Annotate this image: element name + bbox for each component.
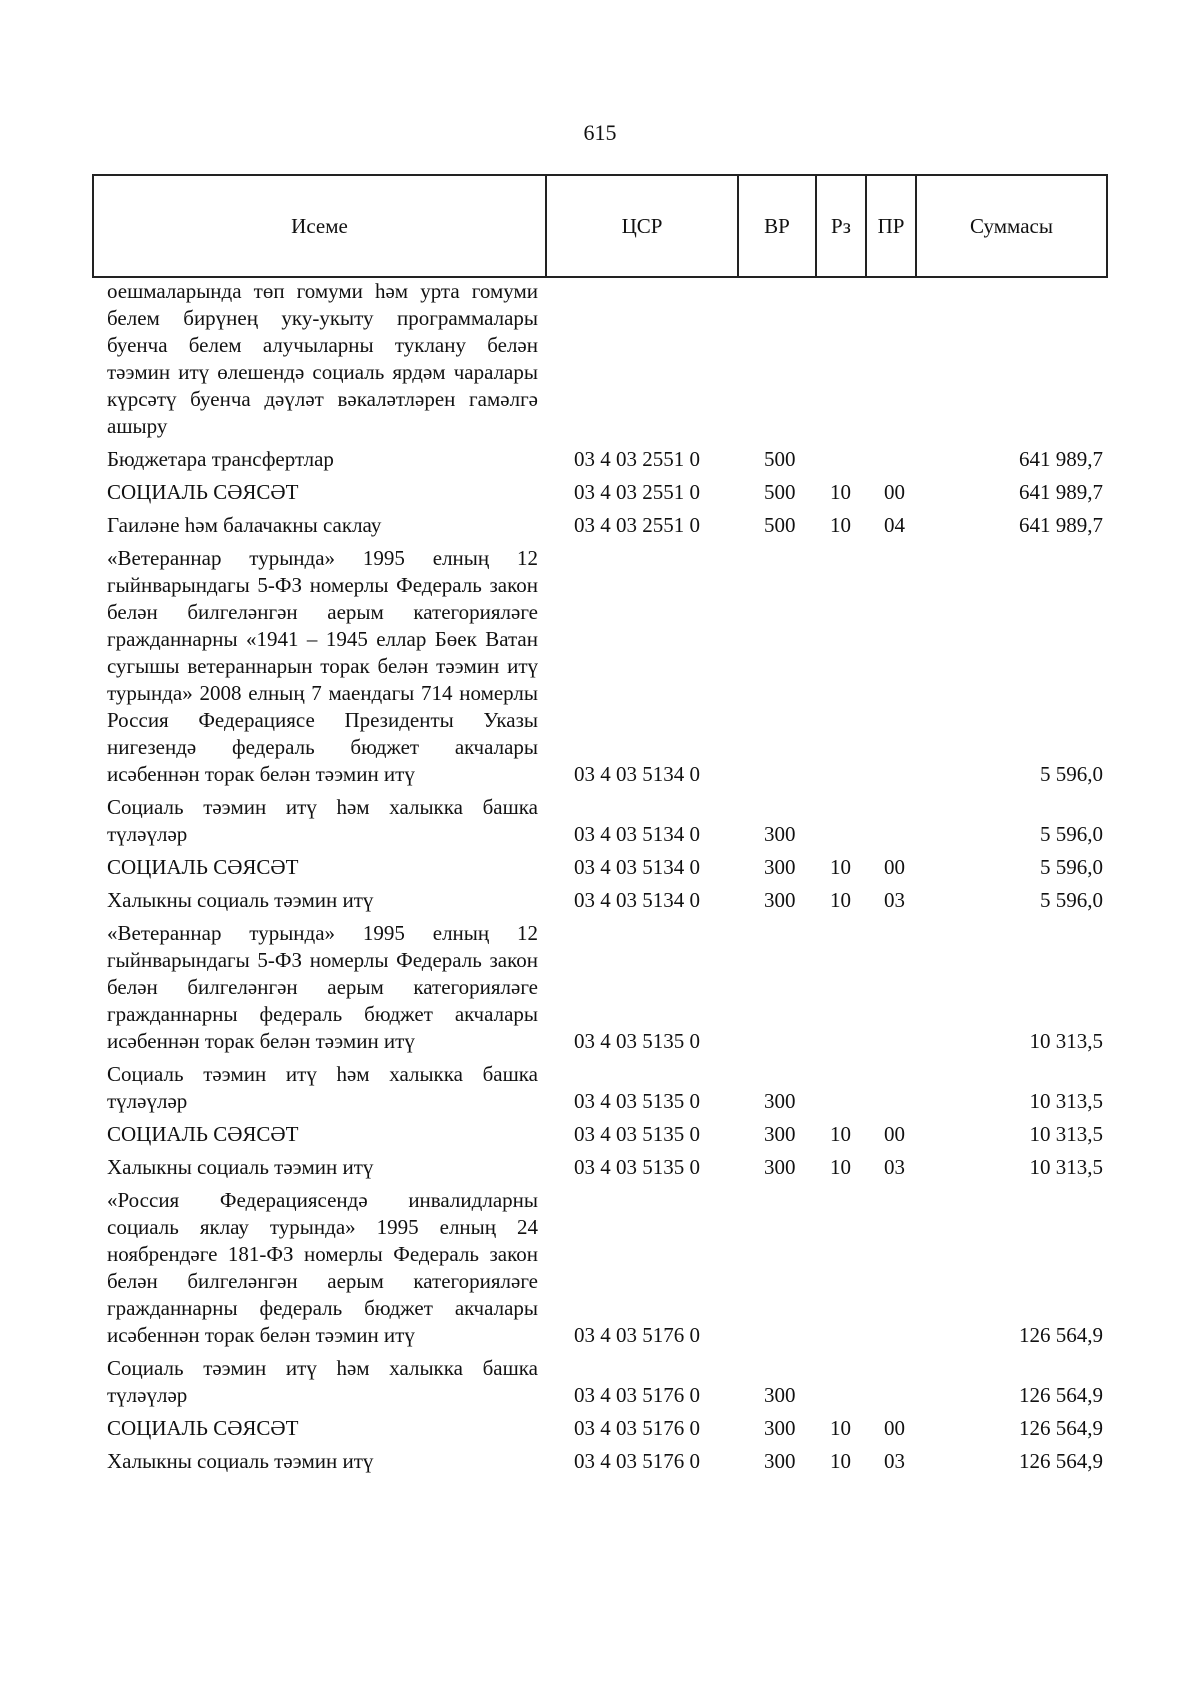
row-vr: 300 (764, 1089, 796, 1113)
row-sum (916, 277, 1107, 444)
table-row (93, 1059, 1107, 1119)
row-sum: 10 313,5 (1029, 1122, 1103, 1146)
row-vr (738, 1185, 816, 1353)
row-sum: 10 313,5 (1029, 1155, 1103, 1179)
row-csr: 03 4 03 5135 0 (574, 1122, 700, 1146)
row-name: «Ветераннар турында» 1995 елның 12 гыйнварындагы 5-ФЗ номерлы Федераль закон белән билгеләнгән аерым категорияләге гражданнарны «1941 – 1945 еллар Бөек Ватан сугышы ветераннарын торак белән тәэмин итү турында» 2008 елның 7 маендагы 714 номерлы Россия Федерациясе Президенты Указы нигезендә федераль бюджет акчалары исәбеннән торак белән тәэмин итү (107, 546, 538, 786)
row-rz (816, 1059, 866, 1119)
row-name: Гаиләне һәм балачакны саклау (107, 513, 382, 537)
row-rz: 10 (830, 1449, 851, 1473)
table-row (93, 1353, 1107, 1413)
row-name: Социаль тәэмин итү һәм халыкка башка түләүләр (107, 1062, 538, 1113)
row-rz: 10 (830, 480, 851, 504)
header-csr: ЦСР (546, 175, 738, 277)
row-sum: 126 564,9 (1019, 1323, 1103, 1347)
header-sum: Суммасы (916, 175, 1107, 277)
row-name: Социаль тәэмин итү һәм халыкка башка түләүләр (107, 1356, 538, 1407)
row-csr: 03 4 03 5176 0 (574, 1383, 700, 1407)
row-rz (816, 1185, 866, 1353)
row-name: СОЦИАЛЬ СӘЯСӘТ (107, 855, 299, 879)
row-sum: 126 564,9 (1019, 1416, 1103, 1440)
row-name: Бюджетара трансфертлар (107, 447, 334, 471)
header-rz: Рз (816, 175, 866, 277)
row-sum: 126 564,9 (1019, 1449, 1103, 1473)
row-pr: 00 (884, 1122, 905, 1146)
row-pr (866, 543, 916, 792)
row-csr (546, 277, 738, 444)
row-sum: 5 596,0 (1040, 855, 1103, 879)
table-row (93, 852, 1107, 885)
row-pr (866, 444, 916, 477)
row-rz: 10 (830, 513, 851, 537)
table-row (93, 477, 1107, 510)
row-name: «Россия Федерациясендә инвалидларны социаль яклау турында» 1995 елның 24 ноябрендәге 181-ФЗ номерлы Федераль закон белән билгеләнгән аерым категорияләге гражданнарны федераль бюджет акчалары исәбеннән торак белән тәэмин итү (107, 1188, 538, 1347)
row-name: СОЦИАЛЬ СӘЯСӘТ (107, 1416, 299, 1440)
row-pr: 00 (884, 1416, 905, 1440)
row-rz: 10 (830, 1155, 851, 1179)
row-sum: 126 564,9 (1019, 1383, 1103, 1407)
row-vr: 300 (764, 888, 796, 912)
row-sum: 641 989,7 (1019, 513, 1103, 537)
row-csr: 03 4 03 2551 0 (574, 480, 700, 504)
table-row (93, 277, 1107, 444)
row-csr: 03 4 03 5134 0 (574, 762, 700, 786)
row-sum: 641 989,7 (1019, 480, 1103, 504)
row-sum: 5 596,0 (1040, 822, 1103, 846)
header-name: Исеме (93, 175, 546, 277)
row-vr: 500 (764, 513, 796, 537)
row-csr: 03 4 03 5135 0 (574, 1029, 700, 1053)
row-rz (816, 1353, 866, 1413)
row-vr (738, 543, 816, 792)
row-rz (816, 444, 866, 477)
row-vr: 300 (764, 855, 796, 879)
row-csr: 03 4 03 5135 0 (574, 1089, 700, 1113)
row-rz: 10 (830, 855, 851, 879)
row-rz: 10 (830, 1416, 851, 1440)
row-vr: 300 (764, 1416, 796, 1440)
row-name: оешмаларында төп гомуми һәм урта гомуми белем бирүнең уку-укыту программалары буенча белем алучыларны туклану белән тәэмин итү өлешендә социаль ярдәм чаралары күрсәтү буенча дәүләт вәкаләтләрен гамәлгә ашыру (107, 279, 538, 438)
row-csr: 03 4 03 5176 0 (574, 1323, 700, 1347)
row-pr: 04 (884, 513, 905, 537)
table-row (93, 1185, 1107, 1353)
row-csr: 03 4 03 5176 0 (574, 1416, 700, 1440)
row-pr (866, 1353, 916, 1413)
row-name: Халыкны социаль тәэмин итү (107, 1449, 374, 1473)
row-sum: 10 313,5 (1029, 1029, 1103, 1053)
table-row (93, 510, 1107, 543)
row-sum: 5 596,0 (1040, 888, 1103, 912)
row-sum: 641 989,7 (1019, 447, 1103, 471)
row-rz (816, 792, 866, 852)
row-rz (816, 918, 866, 1059)
budget-table (92, 174, 1108, 1479)
row-pr: 03 (884, 1449, 905, 1473)
page-number: 615 (583, 120, 617, 145)
row-name: «Ветераннар турында» 1995 елның 12 гыйнварындагы 5-ФЗ номерлы Федераль закон белән билгеләнгән аерым категорияләге гражданнарны федераль бюджет акчалары исәбеннән торак белән тәэмин итү (107, 921, 538, 1053)
row-vr: 500 (764, 480, 796, 504)
row-name: Халыкны социаль тәэмин итү (107, 888, 374, 912)
row-name: СОЦИАЛЬ СӘЯСӘТ (107, 1122, 299, 1146)
row-vr: 300 (764, 1383, 796, 1407)
row-pr (866, 1185, 916, 1353)
row-csr: 03 4 03 5176 0 (574, 1449, 700, 1473)
row-vr: 300 (764, 1122, 796, 1146)
table-row (93, 792, 1107, 852)
row-pr (866, 918, 916, 1059)
row-csr: 03 4 03 5134 0 (574, 855, 700, 879)
row-rz (816, 543, 866, 792)
table-row (93, 1446, 1107, 1479)
row-name: СОЦИАЛЬ СӘЯСӘТ (107, 480, 299, 504)
row-csr: 03 4 03 5134 0 (574, 822, 700, 846)
table-row (93, 1413, 1107, 1446)
row-csr: 03 4 03 2551 0 (574, 447, 700, 471)
table-row (93, 885, 1107, 918)
row-name: Халыкны социаль тәэмин итү (107, 1155, 374, 1179)
header-row (93, 175, 1107, 277)
row-sum: 5 596,0 (1040, 762, 1103, 786)
row-csr: 03 4 03 2551 0 (574, 513, 700, 537)
row-pr: 00 (884, 480, 905, 504)
table-row (93, 1119, 1107, 1152)
table-row (93, 543, 1107, 792)
row-pr (866, 277, 916, 444)
table-body (93, 277, 1107, 1479)
row-vr: 500 (764, 447, 796, 471)
row-vr (738, 277, 816, 444)
row-rz: 10 (830, 888, 851, 912)
table-row (93, 1152, 1107, 1185)
table-header (93, 175, 1107, 277)
row-pr (866, 792, 916, 852)
table-row (93, 444, 1107, 477)
row-pr: 03 (884, 888, 905, 912)
row-rz: 10 (830, 1122, 851, 1146)
row-vr: 300 (764, 1155, 796, 1179)
row-rz (816, 277, 866, 444)
row-csr: 03 4 03 5135 0 (574, 1155, 700, 1179)
header-pr: ПР (866, 175, 916, 277)
row-vr: 300 (764, 822, 796, 846)
row-name: Социаль тәэмин итү һәм халыкка башка түләүләр (107, 795, 538, 846)
row-vr (738, 918, 816, 1059)
row-pr: 00 (884, 855, 905, 879)
row-pr (866, 1059, 916, 1119)
row-vr: 300 (764, 1449, 796, 1473)
row-sum: 10 313,5 (1029, 1089, 1103, 1113)
table-row (93, 918, 1107, 1059)
row-pr: 03 (884, 1155, 905, 1179)
row-csr: 03 4 03 5134 0 (574, 888, 700, 912)
header-vr: ВР (738, 175, 816, 277)
